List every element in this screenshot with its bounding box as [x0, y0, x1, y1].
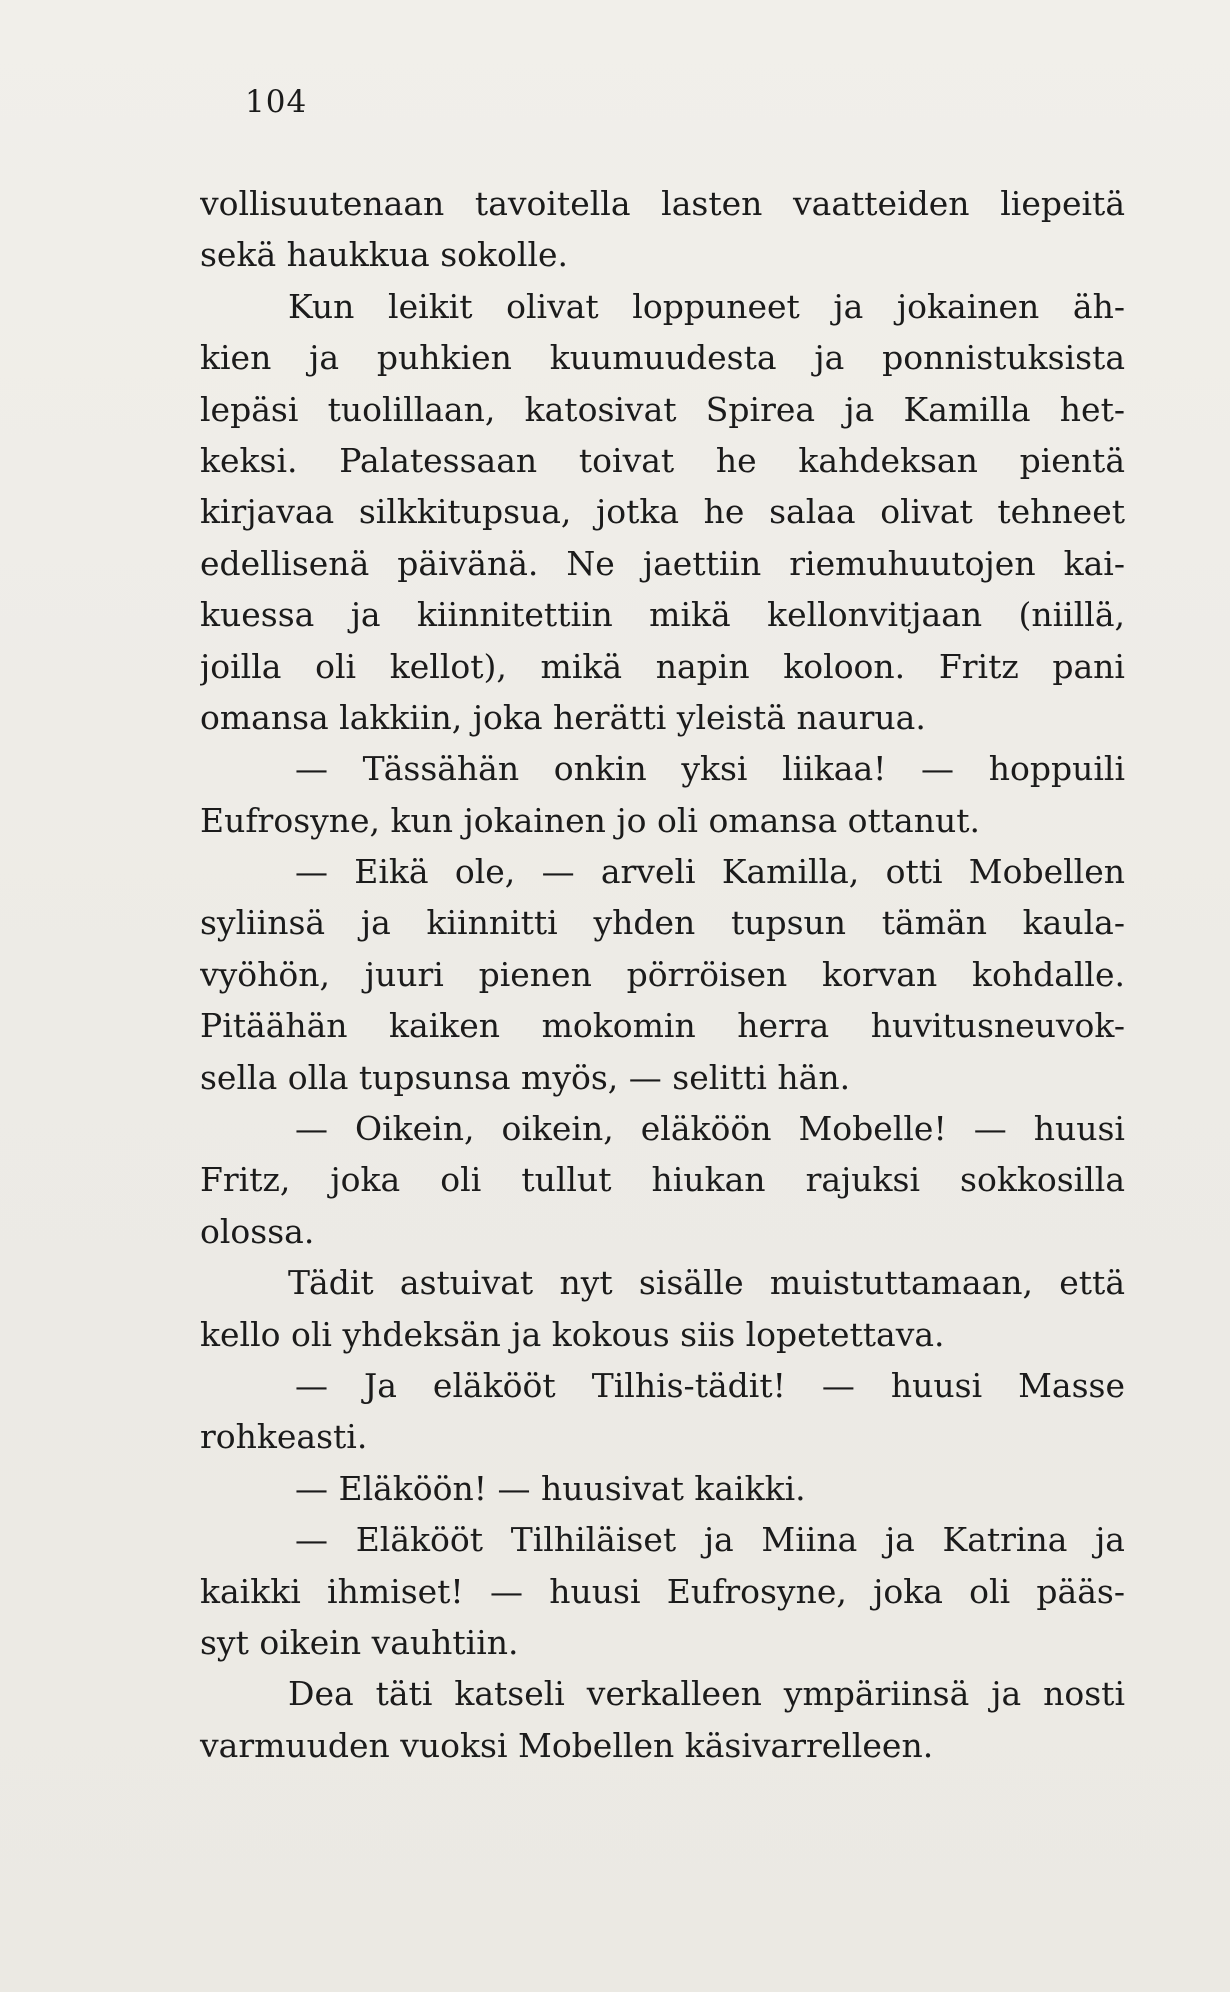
text-line: kuessa ja kiinnitettiin mikä kellonvitjaan (niillä, [200, 595, 1125, 635]
text-line: edellisenä päivänä. Ne jaettiin riemuhuutojen kai- [200, 543, 1125, 583]
text-line: — Eikä ole, — arveli Kamilla, otti Mobellen [295, 852, 1125, 892]
text-line: — Tässähän onkin yksi liikaa! — hoppuili [295, 749, 1125, 789]
text-line: Eufrosyne, kun jokainen jo oli omansa ottanut. [200, 800, 980, 840]
text-line: syt oikein vauhtiin. [200, 1622, 519, 1662]
page-number: 104 [245, 84, 308, 120]
text-line: — Oikein, oikein, eläköön Mobelle! — huusi [295, 1109, 1125, 1149]
text-line: vyöhön, juuri pienen pörröisen korvan kohdalle. [200, 954, 1125, 994]
text-line: joilla oli kellot), mikä napin koloon. Fritz pani [200, 646, 1125, 686]
text-line: Fritz, joka oli tullut hiukan rajuksi sokkosilla [200, 1160, 1125, 1200]
text-line: olossa. [200, 1211, 315, 1251]
text-line: syliinsä ja kiinnitti yhden tupsun tämän kaula- [200, 903, 1125, 943]
text-line: sella olla tupsunsa myös, — selitti hän. [200, 1057, 851, 1097]
text-line: — Ja eläkööt Tilhis-tädit! — huusi Masse [295, 1365, 1125, 1405]
text-line: lepäsi tuolillaan, katosivat Spirea ja Kamilla het- [200, 389, 1125, 429]
text-line: Pitäähän kaiken mokomin herra huvitusneuvok- [200, 1006, 1125, 1046]
text-line: kirjavaa silkkitupsua, jotka he salaa olivat tehneet [200, 492, 1125, 532]
text-line: omansa lakkiin, joka herätti yleistä naurua. [200, 697, 926, 737]
text-line: Dea täti katseli verkalleen ympäriinsä ja nosti [288, 1674, 1125, 1714]
text-line: kaikki ihmiset! — huusi Eufrosyne, joka oli pääs- [200, 1571, 1125, 1611]
text-line: Tädit astuivat nyt sisälle muistuttamaan, että [288, 1263, 1125, 1303]
text-line: rohkeasti. [200, 1417, 368, 1457]
text-line: vollisuutenaan tavoitella lasten vaatteiden liepeitä [200, 184, 1125, 223]
body-text [200, 178, 1125, 1771]
text-line: — Eläkööt Tilhiläiset ja Miina ja Katrina ja [295, 1520, 1125, 1560]
text-line: kello oli yhdeksän ja kokous siis lopetettava. [200, 1314, 945, 1354]
text-line: kien ja puhkien kuumuudesta ja ponnistuksista [200, 338, 1125, 378]
text-line: sekä haukkua sokolle. [200, 235, 569, 275]
text-line: Kun leikit olivat loppuneet ja jokainen äh- [288, 286, 1125, 326]
text-line: varmuuden vuoksi Mobellen käsivarrelleen. [200, 1725, 934, 1765]
text-line: keksi. Palatessaan toivat he kahdeksan pientä [200, 440, 1125, 480]
text-line: — Eläköön! — huusivat kaikki. [295, 1468, 806, 1508]
